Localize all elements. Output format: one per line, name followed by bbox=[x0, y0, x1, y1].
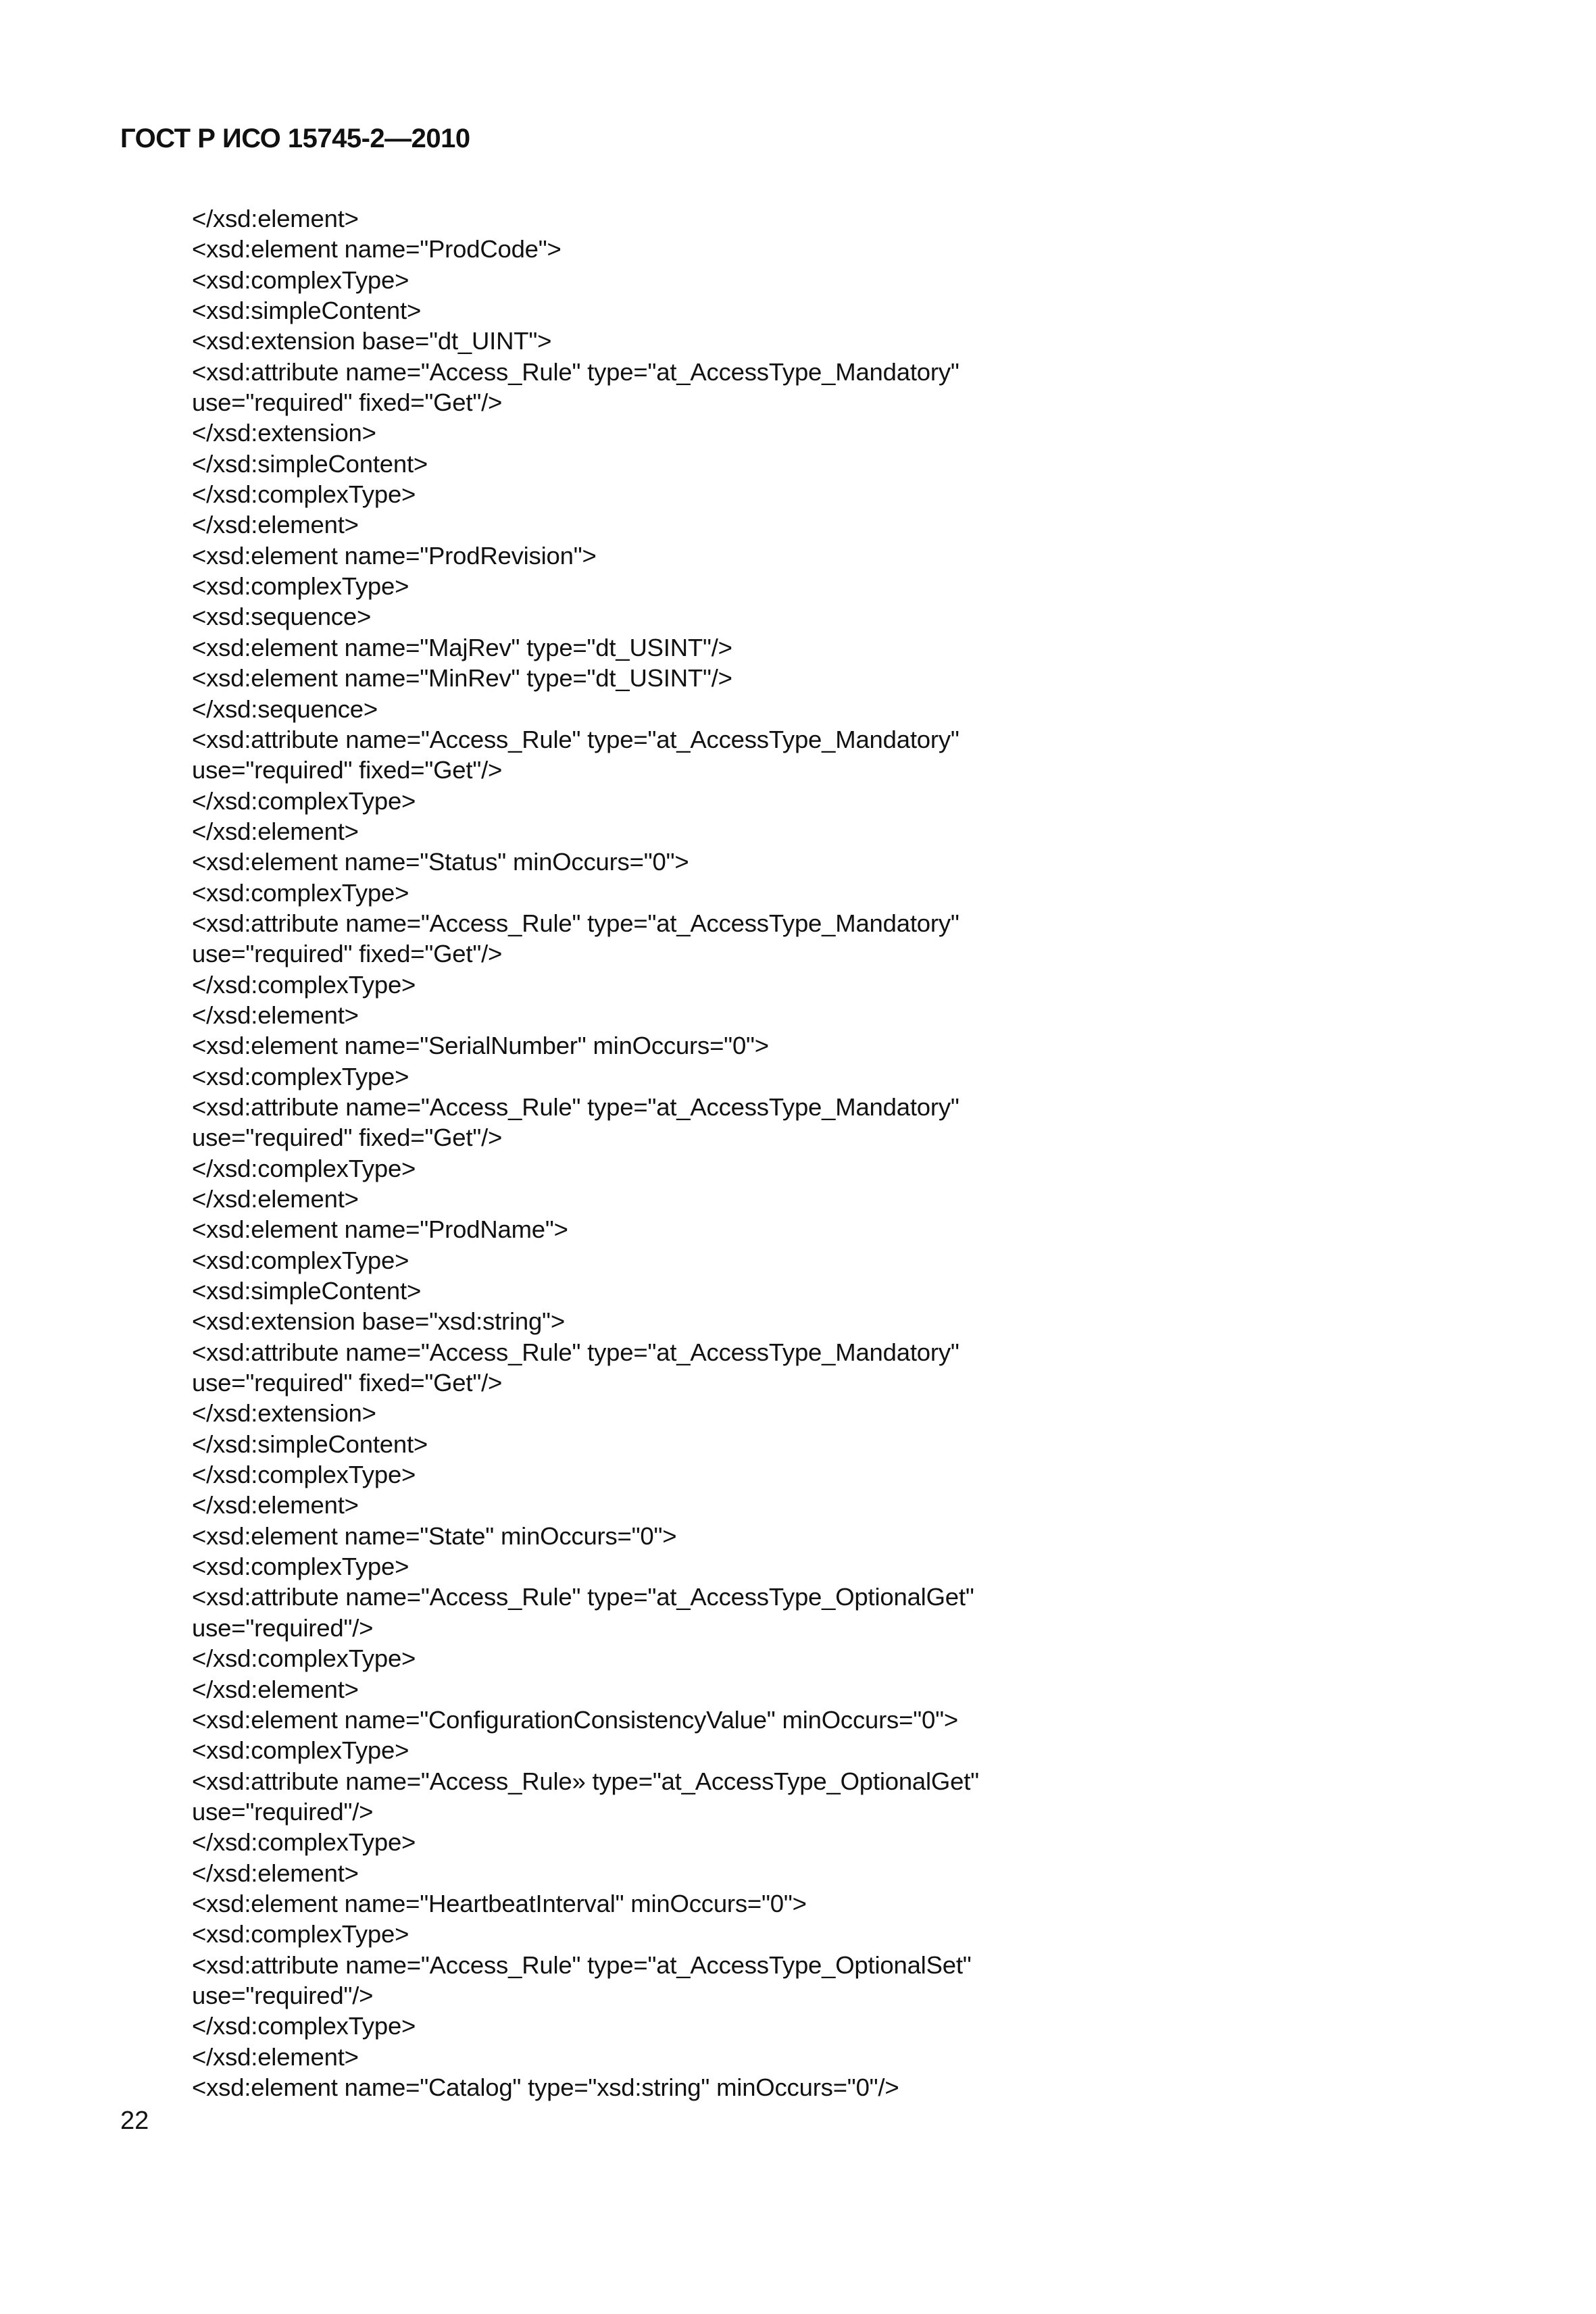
code-line: </xsd:element> bbox=[192, 511, 359, 539]
code-line: use="required" fixed="Get"/> bbox=[192, 388, 503, 417]
code-line: </xsd:element> bbox=[192, 1001, 359, 1029]
code-line: use="required" fixed="Get"/> bbox=[192, 1124, 503, 1152]
code-line: <xsd:complexType> bbox=[192, 572, 409, 601]
code-line: <xsd:element name="ProdRevision"> bbox=[192, 541, 597, 570]
code-line: </xsd:element> bbox=[192, 817, 359, 845]
code-line: </xsd:sequence> bbox=[192, 695, 378, 723]
code-line: <xsd:complexType> bbox=[192, 878, 409, 907]
code-line: <xsd:extension base="xsd:string"> bbox=[192, 1307, 565, 1336]
code-line: <xsd:element name="ConfigurationConsistencyValue" minOccurs="0"> bbox=[192, 1705, 958, 1734]
code-line: <xsd:element name="ProdCode"> bbox=[192, 235, 562, 263]
code-line: use="required"/> bbox=[192, 1613, 374, 1642]
code-line: <xsd:attribute name="Access_Rule" type="at_AccessType_Mandatory" bbox=[192, 909, 959, 937]
code-line: </xsd:complexType> bbox=[192, 2012, 416, 2040]
code-line: </xsd:simpleContent> bbox=[192, 1430, 428, 1458]
code-line: </xsd:complexType> bbox=[192, 480, 416, 509]
code-line: <xsd:complexType> bbox=[192, 266, 409, 294]
code-line: use="required"/> bbox=[192, 1797, 374, 1826]
code-line: <xsd:attribute name="Access_Rule" type="at_AccessType_Mandatory" bbox=[192, 1092, 959, 1121]
code-line: <xsd:element name="MinRev" type="dt_USINT"/> bbox=[192, 664, 732, 693]
code-line: </xsd:complexType> bbox=[192, 1644, 416, 1673]
code-line: <xsd:complexType> bbox=[192, 1062, 409, 1090]
code-line: </xsd:extension> bbox=[192, 419, 376, 447]
code-line: <xsd:element name="Status" minOccurs="0"> bbox=[192, 848, 689, 876]
code-line: <xsd:attribute name="Access_Rule" type="at_AccessType_Mandatory" bbox=[192, 1338, 959, 1366]
code-line: </xsd:element> bbox=[192, 2042, 359, 2071]
code-line: </xsd:element> bbox=[192, 1859, 359, 1887]
code-line: </xsd:extension> bbox=[192, 1399, 376, 1428]
code-line: <xsd:attribute name="Access_Rule" type="at_AccessType_OptionalGet" bbox=[192, 1583, 974, 1611]
page-number: 22 bbox=[120, 2107, 149, 2135]
document-header: ГОСТ Р ИСО 15745-2—2010 bbox=[120, 124, 470, 153]
code-line: <xsd:element name="SerialNumber" minOccurs="0"> bbox=[192, 1032, 769, 1060]
code-line: <xsd:sequence> bbox=[192, 603, 372, 631]
code-line: <xsd:element name="MajRev" type="dt_USINT"/> bbox=[192, 633, 732, 661]
code-line: <xsd:simpleContent> bbox=[192, 1277, 422, 1305]
code-line: </xsd:element> bbox=[192, 1675, 359, 1703]
code-line: </xsd:complexType> bbox=[192, 1828, 416, 1857]
code-line: <xsd:complexType> bbox=[192, 1246, 409, 1274]
code-line: </xsd:simpleContent> bbox=[192, 449, 428, 478]
code-line: <xsd:attribute name="Access_Rule» type="at_AccessType_OptionalGet" bbox=[192, 1767, 979, 1795]
code-line: </xsd:complexType> bbox=[192, 970, 416, 999]
code-line: <xsd:complexType> bbox=[192, 1920, 409, 1948]
code-line: <xsd:attribute name="Access_Rule" type="at_AccessType_OptionalSet" bbox=[192, 1951, 972, 1979]
code-line: </xsd:element> bbox=[192, 1491, 359, 1519]
code-line: <xsd:extension base="dt_UINT"> bbox=[192, 327, 552, 355]
code-line: <xsd:element name="Catalog" type="xsd:string" minOccurs="0"/> bbox=[192, 2073, 899, 2101]
code-line: </xsd:complexType> bbox=[192, 1461, 416, 1489]
code-line: <xsd:element name="ProdName"> bbox=[192, 1215, 568, 1244]
code-line: use="required" fixed="Get"/> bbox=[192, 940, 503, 968]
code-line: <xsd:complexType> bbox=[192, 1736, 409, 1765]
code-line: </xsd:element> bbox=[192, 205, 359, 232]
code-line: use="required"/> bbox=[192, 1981, 374, 2009]
code-line: <xsd:element name="HeartbeatInterval" minOccurs="0"> bbox=[192, 1889, 807, 1917]
code-line: use="required" fixed="Get"/> bbox=[192, 756, 503, 784]
code-line: <xsd:complexType> bbox=[192, 1553, 409, 1581]
code-line: <xsd:element name="State" minOccurs="0"> bbox=[192, 1521, 677, 1550]
xsd-code-listing bbox=[192, 203, 979, 2103]
code-line: use="required" fixed="Get"/> bbox=[192, 1369, 503, 1397]
code-line: </xsd:complexType> bbox=[192, 786, 416, 815]
code-line: </xsd:complexType> bbox=[192, 1154, 416, 1182]
code-line: <xsd:attribute name="Access_Rule" type="at_AccessType_Mandatory" bbox=[192, 357, 959, 386]
code-line: <xsd:simpleContent> bbox=[192, 297, 422, 325]
code-line: </xsd:element> bbox=[192, 1185, 359, 1213]
code-line: <xsd:attribute name="Access_Rule" type="at_AccessType_Mandatory" bbox=[192, 725, 959, 753]
